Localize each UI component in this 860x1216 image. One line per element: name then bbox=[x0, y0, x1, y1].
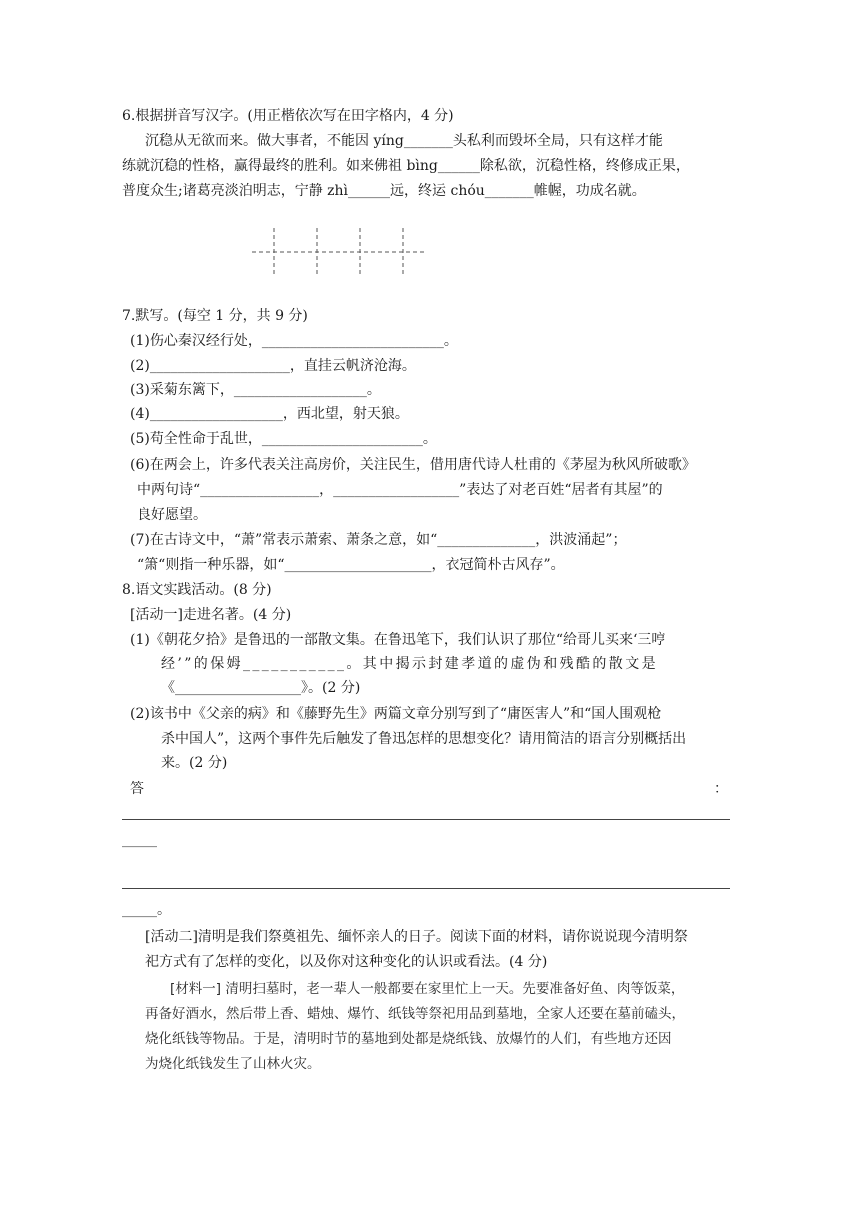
material-1-line-1: [材料一] 清明扫墓时，老一辈人一般都要在家里忙上一天。先要准备好鱼、肉等饭菜， bbox=[170, 981, 685, 997]
answer-label: 答 bbox=[130, 781, 144, 797]
answer-line-1-tail: _____ bbox=[122, 832, 157, 848]
question-7-item-1: (1)伤心秦汉经行处，__________________________。 bbox=[130, 333, 458, 349]
question-6-passage-line-1: 沉稳从无欲而来。做大事者，不能因 yíng_______头私利而毁坏全局，只有这样才能 bbox=[145, 133, 663, 149]
answer-colon: ： bbox=[714, 781, 728, 797]
question-8-title: 8.语文实践活动。(8 分) bbox=[122, 582, 272, 598]
material-1-line-3: 烧化纸钱等物品。于是，清明时节的墓地到处都是烧纸钱、放爆竹的人们，有些地方还因 bbox=[145, 1031, 672, 1047]
tian-zi-ge-writing-grid[interactable] bbox=[252, 228, 424, 276]
question-7-item-7-line-2: “箫“则指一种乐器，如“_____________________，衣冠简朴古风存”。 bbox=[137, 557, 565, 573]
question-6-passage-line-2: 练就沉稳的性格，赢得最终的胜利。如来佛祖 bìng______除私欲，沉稳性格，终修成正果， bbox=[122, 158, 690, 174]
answer-line-1[interactable] bbox=[122, 819, 730, 820]
activity-2-prompt-line-1: [活动二]清明是我们祭奠祖先、缅怀亲人的日子。阅读下面的材料，请你说说现今清明祭 bbox=[145, 929, 688, 945]
question-8-item-2-line-3: 来。(2 分) bbox=[161, 755, 228, 771]
question-7-item-7-line-1: (7)在古诗文中，“萧”常表示萧索、萧条之意，如“______________，洪波涌起”； bbox=[130, 532, 627, 548]
question-6-passage-line-3: 普度众生;诸葛亮淡泊明志，宁静 zhì______远，终运 chóu_______帷幄，功成名就。 bbox=[122, 183, 646, 199]
answer-line-2-tail: _____。 bbox=[122, 902, 171, 918]
material-1-line-2: 再备好酒水，然后带上香、蜡烛、爆竹、纸钱等祭祀用品到墓地，全家人还要在墓前磕头， bbox=[145, 1006, 685, 1022]
question-7-item-6-line-2: 中两句诗“_________________，__________________”表达了对老百姓“居者有其屋”的 bbox=[137, 482, 663, 498]
material-1-line-4: 为烧化纸钱发生了山林火灾。 bbox=[145, 1056, 321, 1072]
question-7-item-5: (5)苟全性命于乱世，_______________________。 bbox=[130, 431, 437, 447]
question-7-item-3: (3)采菊东篱下，___________________。 bbox=[130, 382, 381, 398]
question-6-title: 6.根据拼音写汉字。(用正楷依次写在田字格内，4 分) bbox=[122, 108, 454, 124]
tian-zi-ge-grid-drawing bbox=[252, 228, 424, 276]
activity-1-heading: [活动一]走进名著。(4 分) bbox=[130, 607, 292, 623]
question-7-item-6-line-1: (6)在两会上，许多代表关注高房价，关注民生，借用唐代诗人杜甫的《茅屋为秋风所破歌》 bbox=[130, 457, 696, 473]
question-7-item-4: (4)___________________，西北望，射天狼。 bbox=[130, 406, 409, 422]
question-7-title: 7.默写。(每空 1 分，共 9 分) bbox=[122, 308, 308, 324]
question-8-item-1-line-1: (1)《朝花夕拾》是鲁迅的一部散文集。在鲁迅笔下，我们认识了那位“给哥儿买来‘三哼 bbox=[130, 632, 666, 648]
answer-line-2[interactable] bbox=[122, 888, 730, 889]
question-8-item-1-line-2: 经’”的保姆___________。其中揭示封建孝道的虚伪和残酷的散文是 bbox=[161, 656, 659, 672]
question-8-item-1-line-3: 《__________________》。(2 分) bbox=[161, 680, 361, 696]
activity-2-prompt-line-2: 祀方式有了怎样的变化，以及你对这种变化的认识或看法。(4 分) bbox=[145, 954, 548, 970]
question-8-item-2-line-2: 杀中国人”，这两个事件先后触发了鲁迅怎样的思想变化？请用简洁的语言分别概括出 bbox=[161, 731, 687, 747]
question-8-item-2-line-1: (2)该书中《父亲的病》和《藤野先生》两篇文章分别写到了“庸医害人”和“国人围观枪 bbox=[130, 706, 662, 722]
question-7-item-2: (2)____________________，直挂云帆济沧海。 bbox=[130, 358, 416, 374]
question-7-item-6-line-3: 良好愿望。 bbox=[137, 507, 207, 523]
